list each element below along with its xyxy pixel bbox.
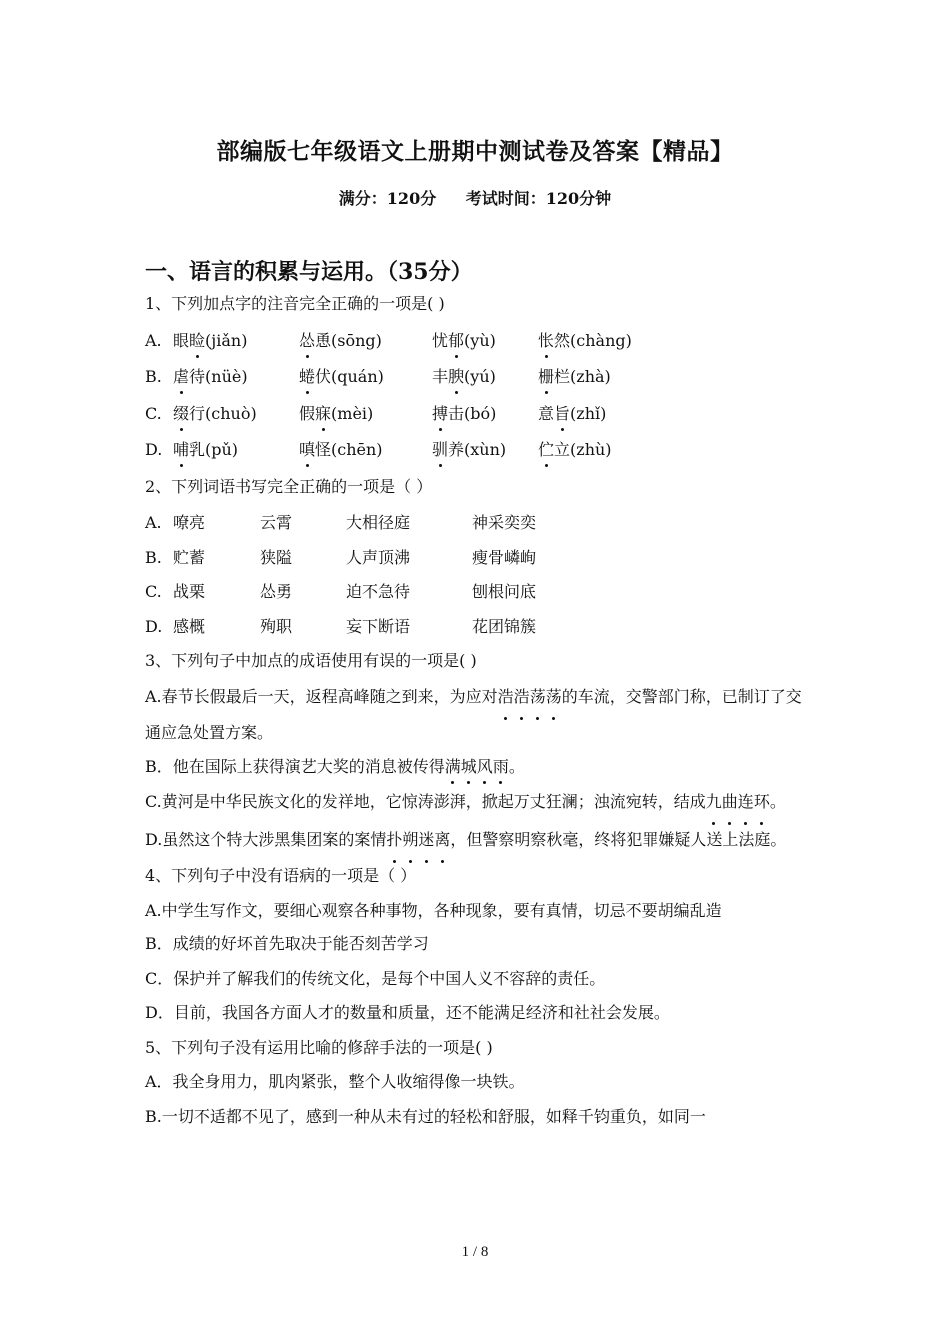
dotted-character: 搏 [432, 402, 448, 426]
option-label: B. [145, 547, 162, 567]
pinyin-item: 搏击(bó) [432, 402, 538, 439]
question-1-stem: 1、下列加点字的注音完全正确的一项是( ) [145, 294, 445, 313]
question-3-option-a: A.春节长假最后一天，返程高峰随之到来，为应对浩浩荡荡的车流，交警部门称，已制订了交通应急处置方案。 [145, 679, 815, 751]
dotted-character: 栅 [538, 365, 554, 389]
exam-info [0, 186, 950, 209]
word-item: 妄下断语 [346, 616, 411, 636]
dotted-idiom: 九曲连环 [706, 792, 770, 811]
pinyin-item: 眼睑(jiǎn) [173, 329, 299, 366]
dotted-character: 哺 [173, 438, 189, 462]
option-label: D. [145, 616, 163, 636]
word-item: 战栗 [173, 582, 206, 601]
question-1-option [145, 438, 815, 475]
option-label: A. [145, 513, 162, 532]
question-4-option-b: B．成绩的好坏首先取决于能否刻苦学习 [145, 934, 429, 953]
document-title: 部编版七年级语文上册期中测试卷及答案【精品】 [216, 138, 734, 165]
question-2-option [145, 615, 815, 650]
pinyin-item: 栅栏(zhà) [538, 365, 658, 402]
word-item: 狭隘 [260, 547, 293, 567]
section-heading: 一、语言的积累与运用。（35分） [145, 259, 473, 285]
word-item: 嘹亮 [173, 513, 206, 532]
word-item: 云霄 [260, 513, 293, 532]
dotted-character: 怂 [299, 329, 315, 353]
dotted-idiom: 扑朔迷离 [386, 830, 450, 849]
dotted-character: 腴 [448, 365, 464, 389]
word-item: 人声顶沸 [346, 547, 411, 567]
dotted-character: 睑 [189, 329, 205, 353]
dotted-idiom: 满城风雨 [445, 757, 509, 776]
exam-time: 考试时间：120分钟 [465, 189, 612, 208]
full-marks: 满分：120分 [338, 189, 437, 208]
option-label: B. [145, 367, 162, 386]
pinyin-item: 虐待(nüè) [173, 365, 299, 402]
word-item: 怂勇 [260, 582, 293, 601]
question-1-option [145, 365, 815, 402]
option-label: C. [145, 403, 162, 423]
pinyin-item: 缀行(chuò) [173, 402, 299, 439]
pinyin-item: 意旨(zhǐ) [538, 402, 658, 439]
word-item: 神采奕奕 [472, 513, 537, 532]
question-5-option-b: B.一切不适都不见了，感到一种从未有过的轻松和舒服，如释千钧重负，如同一 [145, 1106, 706, 1126]
question-4-stem: 4、下列句子中没有语病的一项是（ ） [145, 866, 417, 885]
question-4-option-c: C．保护并了解我们的传统文化，是每个中国人义不容辞的责任。 [145, 968, 606, 988]
question-1-options [145, 329, 815, 475]
word-item: 刨根问底 [472, 582, 537, 601]
dotted-character: 嗔 [299, 438, 315, 462]
question-2-stem: 2、下列词语书写完全正确的一项是（ ） [145, 476, 433, 496]
question-1-option [145, 402, 815, 439]
dotted-idiom: 浩浩荡荡 [498, 687, 562, 706]
word-item: 瘦骨嶙峋 [472, 547, 537, 567]
pinyin-item: 驯养(xùn) [432, 438, 538, 475]
dotted-character: 郁 [448, 329, 464, 353]
dotted-character: 蜷 [299, 365, 315, 389]
word-item: 感概 [173, 616, 206, 636]
word-item: 殉职 [260, 616, 293, 636]
pinyin-item: 丰腴(yú) [432, 365, 538, 402]
question-2-option [145, 546, 815, 581]
pinyin-item: 嗔怪(chēn) [299, 438, 432, 475]
word-item: 大相径庭 [346, 513, 411, 532]
dotted-character: 伫 [538, 438, 554, 462]
question-2-option [145, 511, 815, 546]
questions [145, 292, 815, 1141]
dotted-character: 缀 [173, 402, 189, 426]
option-label: A. [145, 330, 162, 350]
pinyin-item: 怂恿(sōng) [299, 329, 432, 366]
pinyin-item: 怅然(chàng) [538, 329, 658, 366]
question-3-option-b: B．他在国际上获得演艺大奖的消息被传得满城风雨。 [145, 755, 815, 792]
dotted-character: 寐 [315, 402, 331, 426]
dotted-character: 旨 [554, 402, 570, 426]
pinyin-item: 蜷伏(quán) [299, 365, 432, 402]
pinyin-item: 伫立(zhù) [538, 438, 658, 475]
question-2-options [145, 511, 815, 649]
question-4-option-a: A.中学生写作文，要细心观察各种事物，各种现象，要有真情，切忌不要胡编乱造 [145, 900, 722, 920]
question-1-option [145, 329, 815, 366]
question-3-stem: 3、下列句子中加点的成语使用有误的一项是( ) [145, 651, 477, 670]
pinyin-item: 哺乳(pǔ) [173, 438, 299, 475]
word-item: 贮蓄 [173, 547, 206, 567]
question-3-option-c: C.黄河是中华民族文化的发祥地，它惊涛澎湃，掀起万丈狂澜；浊流宛转，结成九曲连环。 [145, 784, 815, 820]
dotted-character: 虐 [173, 365, 189, 389]
page-number: 1 / 8 [461, 1244, 489, 1260]
option-label: C. [145, 582, 162, 601]
question-5-option-a: A．我全身用力，肌肉紧张，整个人收缩得像一块铁。 [145, 1072, 525, 1091]
option-label: D. [145, 440, 163, 459]
question-2-option [145, 580, 815, 615]
dotted-character: 驯 [432, 438, 448, 462]
pinyin-item: 忧郁(yù) [432, 329, 538, 366]
question-3-option-d: D.虽然这个特大涉黑集团案的案情扑朔迷离，但警察明察秋毫，终将犯罪嫌疑人送上法庭。 [145, 822, 815, 858]
dotted-character: 怅 [538, 329, 554, 353]
word-item: 迫不急待 [346, 582, 411, 601]
question-4-option-d: D．目前，我国各方面人才的数量和质量，还不能满足经济和社社会发展。 [145, 1003, 670, 1022]
word-item: 花团锦簇 [472, 616, 537, 636]
pinyin-item: 假寐(mèi) [299, 402, 432, 439]
question-5-stem: 5、下列句子没有运用比喻的修辞手法的一项是( ) [145, 1037, 493, 1057]
